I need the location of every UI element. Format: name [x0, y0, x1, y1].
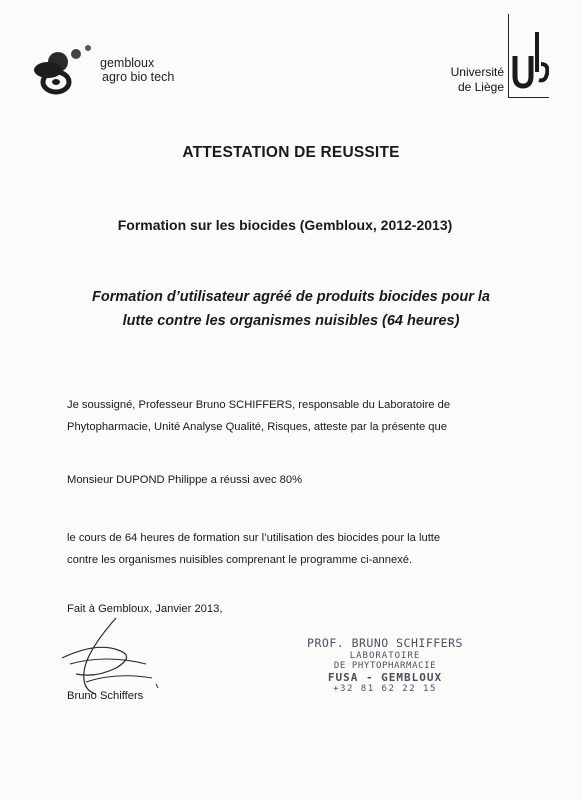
- ulg-line2: de Liège: [457, 80, 504, 94]
- signatory-name: Bruno Schiffers: [67, 690, 144, 702]
- stamp-line1: PROF. BRUNO SCHIFFERS: [307, 636, 463, 650]
- result-statement: Monsieur DUPOND Philippe a réussi avec 80%: [67, 474, 303, 486]
- attestation-paragraph: [67, 394, 537, 438]
- gembloux-tagline: agro bio tech: [102, 70, 175, 84]
- page-title: ATTESTATION DE REUSSITE: [182, 144, 400, 161]
- gembloux-name: gembloux: [100, 56, 155, 70]
- stamp-line5: +32 81 62 22 15: [333, 684, 437, 694]
- course-subtitle: Formation sur les biocides (Gembloux, 2012-2013): [117, 217, 453, 233]
- course-line1: le cours de 64 heures de formation sur l’utilisation des biocides pour la lutte: [67, 532, 441, 544]
- attestation-line2: Phytopharmacie, Unité Analyse Qualité, Risques, atteste par la présente que: [67, 421, 447, 433]
- course-paragraph: [67, 527, 537, 571]
- course-description: [40, 285, 542, 333]
- course-line2: contre les organismes nuisibles comprenant le programme ci-annexé.: [67, 554, 413, 566]
- ulg-wordmark: [451, 65, 504, 95]
- attestation-line1: Je soussigné, Professeur Bruno SCHIFFERS, responsable du Laboratoire de: [67, 399, 451, 411]
- course-description-line2: lutte contre les organismes nuisibles (64 heures): [122, 313, 460, 329]
- course-description-line1: Formation d’utilisateur agréé de produits biocides pour la: [92, 289, 490, 305]
- ulg-line1: Université: [450, 65, 504, 79]
- institution-stamp: [300, 636, 470, 694]
- gembloux-wordmark: [100, 56, 174, 84]
- gembloux-logo-icon: [30, 40, 100, 98]
- stamp-line3: DE PHYTOPHARMACIE: [333, 661, 437, 671]
- stamp-line2: LABORATOIRE: [349, 651, 421, 661]
- stamp-line4: FUSA - GEMBLOUX: [327, 671, 443, 684]
- place-date: Fait à Gembloux, Janvier 2013,: [67, 603, 223, 615]
- ulg-logo-icon: [508, 14, 549, 98]
